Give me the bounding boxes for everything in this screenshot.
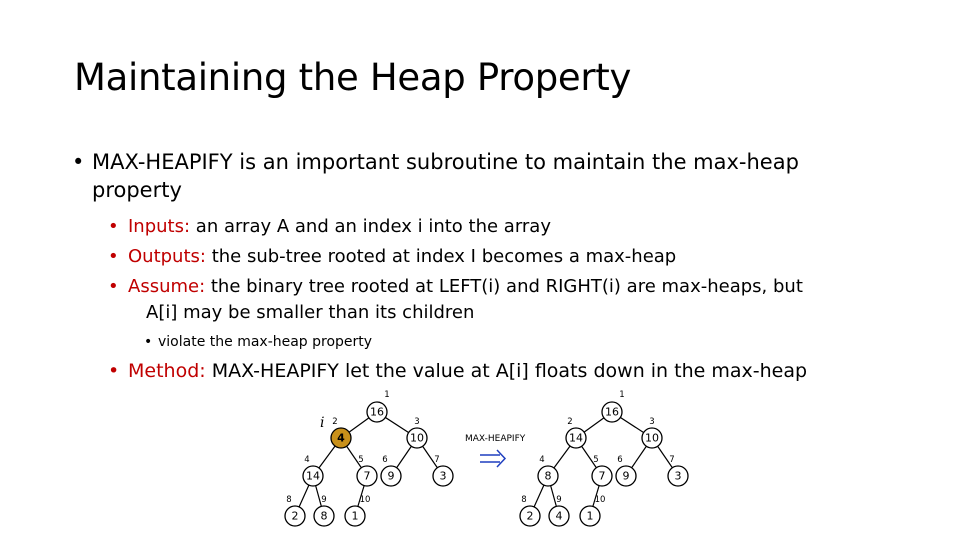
before-node-index: 2 (332, 417, 338, 427)
after-node-value: 4 (555, 509, 563, 523)
after-node-value: 3 (674, 469, 682, 483)
slide-title: Maintaining the Heap Property (74, 56, 632, 99)
after-node-index: 1 (619, 390, 625, 400)
heap-after (520, 390, 688, 526)
before-node-index: 8 (286, 495, 292, 505)
after-node-value: 14 (569, 431, 583, 445)
before-node-value: 3 (439, 469, 447, 483)
after-node-value: 1 (586, 509, 594, 523)
before-node-value: 7 (363, 469, 371, 483)
bullet-dot: • (108, 216, 119, 237)
bullet-dot: • (72, 150, 85, 174)
after-node-value: 10 (645, 431, 659, 445)
outputs-key: Outputs: (128, 246, 206, 267)
bullet-main-line2: property (92, 178, 182, 202)
bullet-main-line1: MAX-HEAPIFY is an important subroutine to maintain the max-heap (92, 150, 799, 174)
before-node-value: 1 (351, 509, 359, 523)
before-node-value: 10 (410, 431, 424, 445)
before-node-value: 16 (370, 405, 384, 419)
right-arrow-icon (480, 450, 505, 467)
before-node-index: 5 (358, 455, 364, 465)
after-node-value: 8 (544, 469, 552, 483)
after-node-index: 10 (594, 495, 606, 505)
bullet-dot: • (144, 334, 153, 350)
after-node-value: 16 (605, 405, 619, 419)
bullet-dot: • (108, 246, 119, 267)
inputs-text: an array A and an index i into the array (190, 216, 551, 237)
after-node-index: 8 (521, 495, 527, 505)
method-text: MAX-HEAPIFY let the value at A[i] floats down in the max-heap (205, 360, 808, 382)
outputs-text: the sub-tree rooted at index I becomes a max-heap (205, 246, 677, 267)
before-node-value: 14 (306, 469, 320, 483)
before-node-index: 4 (304, 455, 310, 465)
after-node-index: 6 (617, 455, 623, 465)
after-node-value: 7 (598, 469, 606, 483)
method-key: Method: (128, 360, 206, 382)
before-node-value: 4 (337, 431, 345, 445)
after-node-index: 9 (556, 495, 562, 505)
before-node-index: 9 (321, 495, 327, 505)
bullet-dot: • (108, 276, 119, 297)
after-node-index: 2 (567, 417, 573, 427)
index-i-label: i (320, 415, 325, 431)
violate-text: violate the max-heap property (158, 334, 373, 350)
max-heapify-label: MAX-HEAPIFY (465, 434, 526, 444)
heap-before (285, 390, 453, 526)
after-node-index: 5 (593, 455, 599, 465)
before-node-index: 7 (434, 455, 440, 465)
before-node-index: 3 (414, 417, 420, 427)
assume-text: the binary tree rooted at LEFT(i) and RIGHT(i) are max-heaps, but (205, 276, 803, 297)
after-node-value: 2 (526, 509, 534, 523)
before-node-value: 2 (291, 509, 299, 523)
after-node-value: 9 (622, 469, 630, 483)
before-node-index: 6 (382, 455, 388, 465)
before-node-value: 9 (387, 469, 395, 483)
assume-key: Assume: (128, 276, 206, 297)
assume-continuation: A[i] may be smaller than its children (146, 302, 475, 323)
after-node-index: 3 (649, 417, 655, 427)
before-node-index: 1 (384, 390, 390, 400)
after-node-index: 4 (539, 455, 545, 465)
bullet-dot: • (108, 360, 120, 382)
after-node-index: 7 (669, 455, 675, 465)
inputs-key: Inputs: (128, 216, 191, 237)
before-node-value: 8 (320, 509, 328, 523)
before-node-index: 10 (359, 495, 371, 505)
